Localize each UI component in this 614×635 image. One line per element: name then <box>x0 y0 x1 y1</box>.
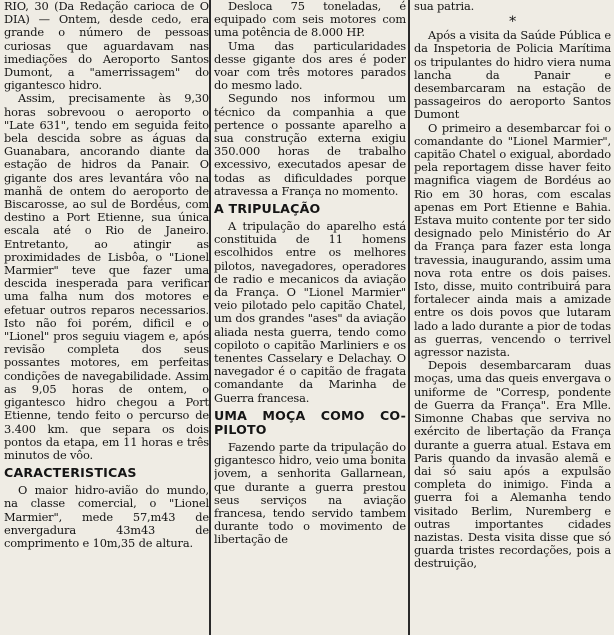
section-heading-tripulacao: A TRIPULAÇÃO <box>214 201 321 217</box>
article-paragraph: O primeiro a desembarcar foi o comandante do "Lionel Marmier", capitão Chatel o exigual, abordado pela reportagem disse haver feito magnifica viagem de Bordéus ao Rio em 30 horas, com escalas apenas em Port Etienne e Bahia. Estava muito contente por ter sido designado pelo Ministério do Ar da França para fazer esta longa travessia, inaugurando, assim uma nova rota entre os dois paises. Isto, disse, muito contribuirá para fortalecer ainda mais a amizade entre os dois povos que lutaram lado a lado durante a pior de todas as guerras, vencendo o terrivel agressor nazista. <box>414 120 611 360</box>
section-heading-caracteristicas: CARACTERISTICAS <box>4 465 137 481</box>
article-paragraph: Após a visita da Saúde Pública e da Inspetoria de Policia Marítima os tripulantes do hidro viera numa lancha da Panair e desembarcaram na estação de passageiros do aeroporto Santos Dumont <box>414 28 611 122</box>
section-heading-co-piloto: UMA MOÇA COMO CO-PILOTO <box>214 407 406 437</box>
article-paragraph: Assim, precisamente às 9,30 horas sobrevoou o aeroporto o "Late 631", tendo em seguida feito bela descida sobre as águas da Guanabara, ancorando diante da estação de hidros da Panair. O gigante dos ares levantára vôo na manhã de ontem do aeroporto de Biscarosse, ao sul de Bordéus, com destino a Port Etienne, sua única escala até o Rio de Janeiro. Entretanto, ao atingir as proximidades de Lisbôa, o "Lionel Marmier" teve que fazer uma descida inesperada para verificar uma falha num dos motores e efetuar outros reparos necessarios. Isto não foi porém, dificil e o "Lionel" pros seguiu viagem e, após revisão completa dos seus possantes motores, em perfeitas condições de navegabilidade. Assim as 9,05 horas de ontem, o gigantesco hidro chegou a Port Etienne, tendo feito o percurso de 3.400 km. que separa os dois pontos da etapa, em 11 horas e três minutos de vôo. <box>4 91 209 462</box>
article-paragraph: O maior hidro-avião do mundo, na classe comercial, o "Lionel Marmier", mede 57,m43 de envergadura 43m43 de comprimento e 10m,35 de altura. <box>4 483 209 550</box>
section-separator-star: * <box>509 14 516 31</box>
article-column-3 <box>414 0 611 635</box>
article-paragraph: A tripulação do aparelho está constituida de 11 homens escolhidos entre os melhores pilotos, navegadores, operadores de radio e mecanicos da aviação da França. O "Lionel Marmier" veio pilotado pelo capitão Chatel, um dos grandes "ases" da aviação aliada nesta guerra, tendo como copiloto o capitão Marliniers e os tenentes Casselary e Delachay. O navegador é o capitão de fragata comandante da Marinha de Guerra francesa. <box>214 219 406 405</box>
article-paragraph: Segundo nos informou um técnico da companhia a que pertence o possante aparelho a sua construção externa exigiu 350.000 horas de trabalho excessivo, executados apesar de todas as dificuldades porque atravessa a França no momento. <box>214 91 406 198</box>
article-column-1 <box>4 0 209 635</box>
column-divider <box>209 0 211 635</box>
article-paragraph: Fazendo parte da tripulação do gigantesco hidro, veio uma bonita jovem, a senhorita Gallarnean, que durante a guerra prestou seus serviços na aviação francesa, tendo servido tambem durante todo o movimento de libertação de <box>214 439 406 547</box>
article-column-2 <box>214 0 406 635</box>
column-divider <box>408 0 410 635</box>
article-paragraph: RIO, 30 (Da Redação carioca de O DIA) — Ontem, desde cedo, era grande o número de pessoas curiosas que aguardavam nas imediações do Aeroporto Santos Dumont, a "amerrissagem" do gigantesco hidro. <box>4 0 209 93</box>
article-paragraph: Desloca 75 toneladas, é equipado com seis motores com uma potência de 8.000 HP. <box>214 0 406 40</box>
article-paragraph: sua patria. <box>414 0 475 13</box>
article-paragraph: Depois desembarcaram duas moças, uma das queis envergava o uniforme de "Corresp, pondente de Guerra da França". Era Mlle. Simonne Chabas que serviva no exército de libertação da França durante a guerra atual. Estava em Paris quando da invasão alemã e dai só saiu após a expulsão completa do inimigo. Finda a guerra foi a Alemanha tendo visitado Berlim, Nuremberg e outras importantes cidades nazistas. Desta visita disse que só guarda tristes recordações, pois a destruição, <box>414 358 611 571</box>
article-paragraph: Uma das particularidades desse gigante dos ares é poder voar com três motores parados do mesmo lado. <box>214 38 406 93</box>
